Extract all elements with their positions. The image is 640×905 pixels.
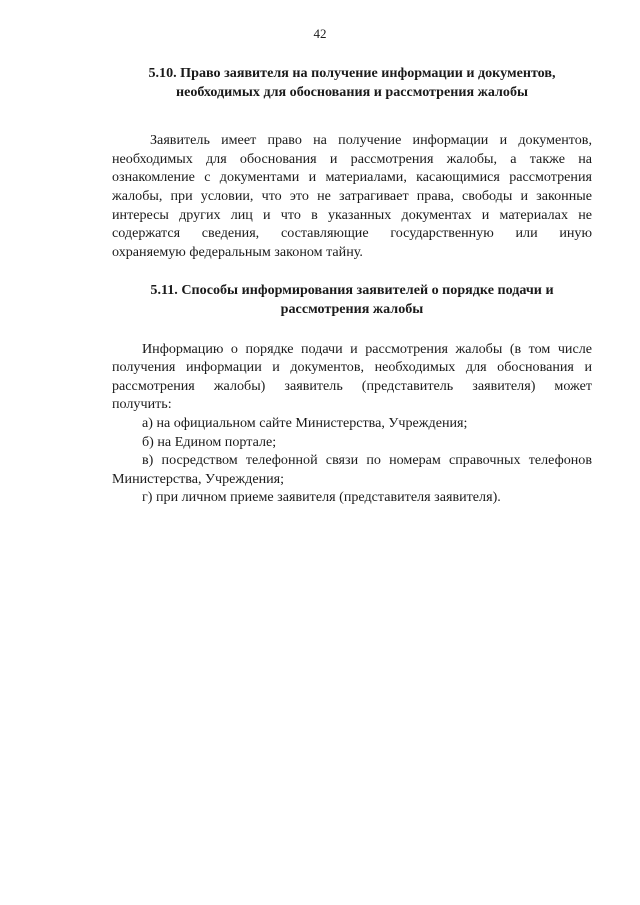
page-number: 42 [313,26,327,41]
list-item-c [112,451,592,488]
paragraph-line: ознакомление с документами и материалами, касающимися рассмотрения [112,169,592,186]
section-5-10-paragraph [112,131,592,261]
paragraph-line: содержатся сведения, составляющие государственную или иную [112,225,592,242]
paragraph-line: необходимых для обоснования и рассмотрения жалобы, а также на [112,150,592,167]
list-item-a [112,414,592,433]
list-item-text: а) на официальном сайте Министерства, Учреждения; [142,414,468,431]
section-5-10-heading-line-1: 5.10. Право заявителя на получение информации и документов, [148,65,556,81]
paragraph-line: охраняемую федеральным законом тайну. [112,243,363,260]
paragraph-line: Информацию о порядке подачи и рассмотрения жалобы (в том числе [142,340,592,357]
list-item-b [112,433,592,452]
list-item-text: в) посредством телефонной связи по номерам справочных телефонов [142,452,592,469]
page-content [112,64,592,507]
section-5-10-heading-line-2: необходимых для обоснования и рассмотрения жалобы [175,83,529,100]
paragraph-line: жалобы, при условии, что это не затрагивает права, свободы и законные [112,187,592,204]
section-5-11-heading-line-2: рассмотрения жалобы [280,300,424,317]
paragraph-line: рассмотрения жалобы) заявитель (представитель заявителя) может [112,377,592,394]
list-item-text: б) на Едином портале; [142,433,277,450]
section-5-11-heading-line-1: 5.11. Способы информирования заявителей о порядке подачи и [150,282,554,299]
paragraph-line: получения информации и документов, необходимых для обоснования и [112,359,592,376]
paragraph-line: получить: [112,396,172,413]
paragraph-line: Заявитель имеет право на получение информации и документов, [150,132,592,149]
section-5-11-paragraph [112,340,592,414]
paragraph-line: интересы других лиц и что в указанных документах и материалах не [112,206,592,223]
section-5-10-heading [112,64,592,101]
list-item-text: г) при личном приеме заявителя (представителя заявителя). [142,489,501,506]
list-item-text-continuation: Министерства, Учреждения; [112,470,285,487]
list-item-d [112,488,592,507]
section-5-11-heading [112,281,592,318]
